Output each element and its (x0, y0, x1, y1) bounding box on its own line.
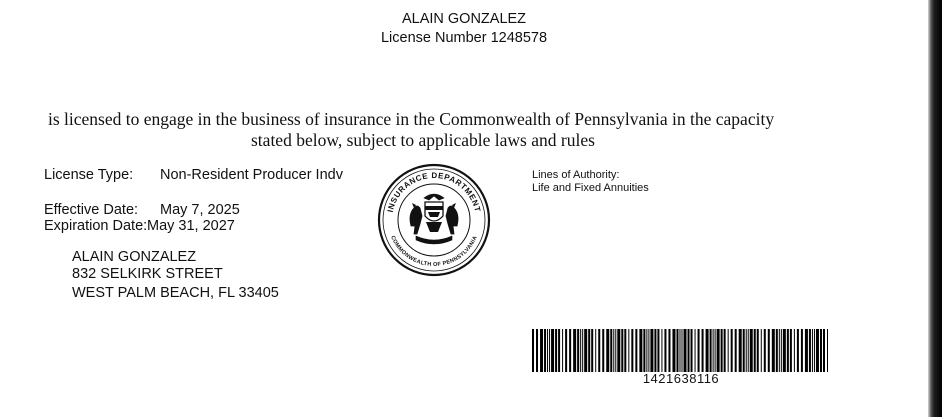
barcode-bar (761, 329, 762, 372)
barcode-bar (746, 329, 747, 372)
barcode-bar (613, 329, 614, 372)
barcode-bar (549, 329, 550, 372)
barcode-bar (643, 329, 645, 372)
barcode-bar (661, 329, 662, 372)
barcode-bar (573, 329, 576, 372)
address-city-state-zip: WEST PALM BEACH, FL 33405 (72, 285, 279, 301)
barcode-bar (820, 329, 822, 372)
barcode-number: 1421638116 (642, 371, 720, 386)
barcode-bar (624, 329, 626, 372)
barcode-bar (672, 329, 675, 372)
barcode-bar (757, 329, 759, 372)
barcode-bar (588, 329, 590, 372)
barcode-bar (540, 329, 543, 372)
barcode-bar (606, 329, 609, 372)
barcode-bar (635, 329, 637, 372)
effective-date-value: May 7, 2025 (160, 202, 240, 218)
barcode-bar (602, 329, 604, 372)
barcode-bar (598, 329, 600, 372)
barcode-bar (617, 329, 620, 372)
barcode-bar (779, 329, 780, 372)
barcode-bar (668, 329, 670, 372)
barcode-bar (706, 329, 709, 372)
barcode-bar (713, 329, 714, 372)
barcode-bar (628, 329, 629, 372)
barcode-bar (532, 329, 534, 372)
barcode-bar (544, 329, 546, 372)
barcode-bar (702, 329, 704, 372)
barcode-bar (728, 329, 729, 372)
barcode-bar (582, 329, 583, 372)
barcode-bar (776, 329, 778, 372)
barcode-bar (664, 329, 666, 372)
barcode-bar (569, 329, 571, 372)
seal-top-text: INSURANCE DEPARTMENT (385, 170, 483, 214)
barcode-bar (827, 329, 828, 372)
barcode-bar (812, 329, 813, 372)
barcode-bar (764, 329, 766, 372)
barcode-bar (657, 329, 659, 372)
barcode-bar (555, 329, 557, 372)
license-type-label: License Type: (44, 167, 134, 183)
barcode-bar (648, 329, 649, 372)
barcode-bar (750, 329, 753, 372)
barcode-bar (536, 329, 538, 372)
barcode-bar (684, 329, 687, 372)
insurance-department-seal-icon (376, 162, 492, 278)
barcode-bar (783, 329, 786, 372)
address-name: ALAIN GONZALEZ (72, 249, 197, 265)
barcode-bar (562, 329, 563, 372)
license-statement-line-2: stated below, subject to applicable laws and rules (251, 130, 595, 150)
license-number: License Number 1248578 (380, 30, 548, 46)
barcode-bar (631, 329, 633, 372)
effective-date-label: Effective Date: (44, 202, 139, 218)
barcode-bar (654, 329, 656, 372)
barcode-bar (710, 329, 712, 372)
barcode-bar (621, 329, 623, 372)
barcode-bar (717, 329, 720, 372)
barcode-bar (591, 329, 593, 372)
barcode-bar (724, 329, 726, 372)
barcode-bar (797, 329, 799, 372)
barcode-bar (695, 329, 696, 372)
barcode-bar (615, 329, 616, 372)
barcode-bar (731, 329, 733, 372)
barcode-bar (772, 329, 775, 372)
barcode-bar (748, 329, 749, 372)
barcode-bar (816, 329, 819, 372)
barcode-bar (698, 329, 700, 372)
license-type-value: Non-Resident Producer Indv (160, 167, 343, 183)
barcode-bar (577, 329, 579, 372)
lines-of-authority-value: Life and Fixed Annuities (532, 182, 649, 194)
page-edge-shadow (928, 0, 942, 417)
barcode-bar (610, 329, 612, 372)
barcode-bar (790, 329, 792, 372)
address-street: 832 SELKIRK STREET (72, 266, 223, 282)
barcode-bar (739, 329, 742, 372)
barcode-bar (787, 329, 789, 372)
barcode-bar (691, 329, 693, 372)
barcode-bar (801, 329, 803, 372)
barcode-bar (721, 329, 723, 372)
barcode-bar (682, 329, 683, 372)
barcode-bar (809, 329, 811, 372)
expiration-date-value: May 31, 2027 (147, 218, 235, 234)
barcode-bar (547, 329, 548, 372)
barcode-bar (565, 329, 567, 372)
barcode-bar (646, 329, 647, 372)
barcode-bar (558, 329, 560, 372)
licensee-name-header: ALAIN GONZALEZ (401, 11, 527, 27)
barcode-bar (814, 329, 815, 372)
barcode-bar (676, 329, 678, 372)
barcode-bar (823, 329, 825, 372)
barcode-bar (650, 329, 653, 372)
barcode-bar (781, 329, 782, 372)
barcode-bar (584, 329, 587, 372)
barcode-bar (551, 329, 554, 372)
barcode-bar (688, 329, 690, 372)
barcode-icon (532, 329, 830, 372)
seal-bottom-text: COMMONWEALTH OF PENNSYLVANIA (389, 235, 479, 269)
barcode-bar (595, 329, 596, 372)
barcode-bar (580, 329, 581, 372)
license-statement-line-1: is licensed to engage in the business of insurance in the Commonwealth of Pennsylvania in the capacity (48, 109, 775, 129)
barcode-bar (805, 329, 808, 372)
lines-of-authority-label: Lines of Authority: (532, 169, 620, 181)
barcode-bar (754, 329, 756, 372)
barcode-bar (735, 329, 737, 372)
barcode-bar (768, 329, 770, 372)
barcode-bar (743, 329, 745, 372)
barcode-bar (679, 329, 680, 372)
expiration-date-label: Expiration Date: (44, 218, 148, 234)
barcode-bar (794, 329, 795, 372)
barcode-bar (639, 329, 642, 372)
barcode-bar (715, 329, 716, 372)
